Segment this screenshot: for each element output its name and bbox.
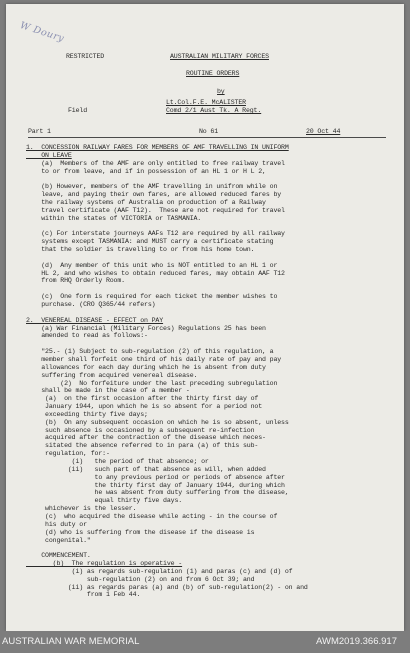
body-line: allowances for each day during which he is absent from duty	[26, 363, 266, 371]
body-line: from 1 Feb 44.	[26, 591, 141, 599]
footer-institution: AUSTRALIAN WAR MEMORIAL	[2, 636, 140, 647]
body-line: sitated the absence referred to in para (a) of this sub-	[26, 442, 259, 450]
handwritten-annotation: W Doury	[18, 20, 66, 45]
body-line: within the states of VICTORIA or TASMANIA.	[26, 214, 202, 222]
organisation-title: AUSTRALIAN MILITARY FORCES	[170, 53, 269, 60]
body-line: leave, and paying their own fares, are allowed reduced fares by	[26, 191, 282, 199]
footer-accession-number: AWM2019.366.917	[316, 636, 397, 647]
body-line: amended to read as follows:-	[26, 332, 148, 340]
body-line: January 1944, upon which he is so absent for a period not	[26, 403, 263, 411]
by-label: by	[217, 88, 225, 95]
order-number: No 61	[199, 128, 219, 135]
body-line: member shall forfeit one third of his daily rate of pay and pay	[26, 355, 282, 363]
officer-name: Lt.Col.F.E. McALISTER	[166, 99, 246, 106]
body-line: such absence is occasioned by a subsequent re-infection	[26, 426, 255, 434]
order-date: 20 Oct 44	[306, 128, 341, 135]
body-line: from RHQ Orderly Room.	[26, 277, 125, 285]
body-line: (d) who is suffering from the disease if the disease is	[26, 528, 255, 536]
routine-orders-title: ROUTINE ORDERS	[186, 70, 240, 77]
body-line: suffering from acquired venereal disease.	[26, 371, 198, 379]
body-line: (b) However, members of the AMF travelling in unifrom while on	[26, 183, 278, 191]
body-line: (c) For interstate journeys AAFs T12 are required by all railway	[26, 230, 285, 238]
body-line: purchase. (CRO Q365/44 refers)	[26, 301, 156, 308]
field-label: Field	[68, 107, 88, 114]
body-line: acquired after the contraction of the disease which neces-	[26, 434, 266, 442]
body-line: sub-regulation (2) on and from 6 Oct 39; and	[26, 575, 255, 583]
body-line: (b) The regulation is operative -	[26, 560, 183, 568]
body-line: systems except TASMANIA: and MUST carry a certificate stating	[26, 238, 274, 246]
header-rule	[28, 137, 386, 138]
body-line: 2. VENEREAL DISEASE - EFFECT on PAY	[26, 316, 164, 324]
body-line: regulation, for:-	[26, 450, 110, 458]
body-line: (ii) as regards paras (a) and (b) of sub-regulation(2) - on and	[26, 583, 308, 591]
body-line: HL 2, and who wishes to obtain reduced fares, may obtain AAF T12	[26, 269, 285, 277]
body-line: (a) Members of the AMF are only entitled to free railway travel	[26, 159, 285, 167]
command-line: Comd 2/1 Aust Tk. A Regt.	[166, 107, 262, 114]
body-line: he was absent from duty suffering from the disease,	[26, 489, 289, 497]
body-line: (2) No forfeiture under the last preceding subregulation	[26, 379, 278, 387]
body-line: (i) as regards sub-regulation (1) and paras (c) and (d) of	[26, 567, 293, 575]
body-line: the thirty first day of January 1944, during which	[26, 481, 285, 489]
body-line: (a) on the first occasion after the thirty first day of	[26, 395, 259, 403]
body-line: exceeding thirty five days;	[26, 410, 148, 418]
restricted-label: RESTRICTED	[66, 53, 105, 60]
body-line: that the soldier is travelling to or from his home town.	[26, 246, 255, 254]
body-line: (ii) such part of that absence as will, when added	[26, 465, 266, 473]
document-page	[6, 4, 404, 631]
body-line: whichever is the lesser.	[26, 505, 137, 513]
body-line: travel certificate (AAF T12). These are not required for travel	[26, 206, 285, 214]
body-line: (b) On any subsequent occasion on which he is so absent, unless	[26, 418, 289, 426]
body-line: (c) who acquired the disease while acting - in the course of	[26, 512, 278, 520]
body-line: (d) Any member of this unit who is NOT entitled to an HL 1 or	[26, 261, 278, 269]
body-line: 1. CONCESSION RAILWAY FARES FOR MEMBERS OF AMF TRAVELLING IN UNIFORM	[26, 144, 289, 151]
body-line: COMMENCEMENT.	[26, 552, 91, 560]
body-line: ON LEAVE	[26, 151, 72, 159]
body-line: the railway systems of Australia on production of a Railway	[26, 198, 266, 206]
body-line: equal thirty five days.	[26, 497, 183, 505]
body-line: (i) the period of that absence; or	[26, 458, 209, 465]
body-line: (c) One form is required for each ticket the member wishes to	[26, 293, 278, 301]
body-line: "25.- (1) Subject to sub-regulation (2) of this regulation, a	[26, 348, 274, 356]
body-line: shall be made in the case of a member -	[26, 387, 190, 395]
body-line: congenital."	[26, 536, 91, 544]
body-line: to or from leave, and if in possession of an HL 1 or H L 2,	[26, 167, 266, 175]
body-line: his duty or	[26, 520, 87, 528]
body-line: (a) War Financial (Military Forces) Regulations 25 has been	[26, 324, 266, 332]
body-line: to any previous period or periods of absence after	[26, 473, 285, 481]
part-label: Part 1	[28, 128, 51, 135]
